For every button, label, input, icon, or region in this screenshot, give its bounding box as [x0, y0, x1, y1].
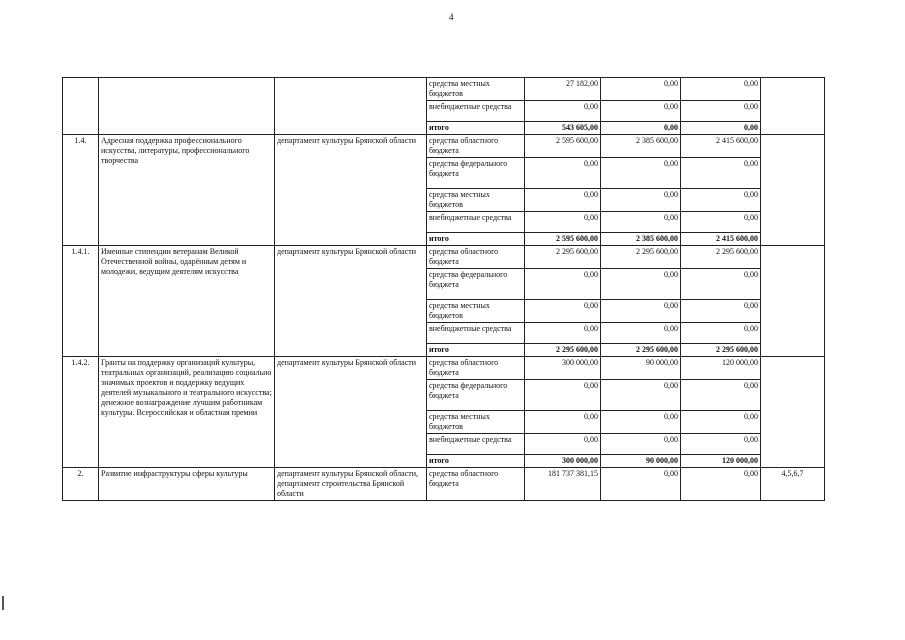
amount-year-2-cell: 0,00	[601, 468, 681, 501]
funding-source-cell: средства областного бюджета	[427, 135, 525, 158]
amount-year-1-cell: 0,00	[525, 323, 601, 344]
page-number: 4	[449, 12, 454, 22]
amount-year-2-cell: 0,00	[601, 78, 681, 101]
funding-source-cell: итого	[427, 344, 525, 357]
item-name-cell	[99, 78, 275, 135]
amount-year-3-cell: 2 295 600,00	[681, 246, 761, 269]
table-row	[63, 357, 825, 380]
amount-year-3-cell: 0,00	[681, 269, 761, 300]
amount-year-1-cell: 27 182,00	[525, 78, 601, 101]
funding-source-cell: средства федерального бюджета	[427, 380, 525, 411]
table-row	[63, 468, 825, 501]
amount-year-1-cell: 0,00	[525, 158, 601, 189]
executor-cell	[275, 78, 427, 135]
funding-source-cell: внебюджетные средства	[427, 434, 525, 455]
amount-year-1-cell: 0,00	[525, 434, 601, 455]
budget-table	[62, 77, 825, 501]
amount-year-3-cell: 0,00	[681, 122, 761, 135]
item-name-cell: Развитие инфраструктуры сферы культуры	[99, 468, 275, 501]
amount-year-3-cell: 120 000,00	[681, 455, 761, 468]
funding-source-cell: внебюджетные средства	[427, 101, 525, 122]
funding-source-cell: средства местных бюджетов	[427, 300, 525, 323]
amount-year-3-cell: 0,00	[681, 300, 761, 323]
funding-source-cell: внебюджетные средства	[427, 323, 525, 344]
amount-year-2-cell: 90 000,00	[601, 455, 681, 468]
amount-year-1-cell: 0,00	[525, 411, 601, 434]
item-number-cell: 1.4.	[63, 135, 99, 246]
executor-cell: департамент культуры Брянской области	[275, 357, 427, 468]
funding-source-cell: средства областного бюджета	[427, 246, 525, 269]
amount-year-2-cell: 2 385 600,00	[601, 135, 681, 158]
amount-year-2-cell: 0,00	[601, 122, 681, 135]
amount-year-1-cell: 0,00	[525, 380, 601, 411]
amount-year-3-cell: 0,00	[681, 380, 761, 411]
amount-year-3-cell: 120 000,00	[681, 357, 761, 380]
funding-source-cell: средства областного бюджета	[427, 468, 525, 501]
amount-year-1-cell: 0,00	[525, 212, 601, 233]
funding-source-cell: внебюджетные средства	[427, 212, 525, 233]
amount-year-3-cell: 2 295 600,00	[681, 344, 761, 357]
amount-year-1-cell: 0,00	[525, 300, 601, 323]
amount-year-2-cell: 0,00	[601, 212, 681, 233]
amount-year-2-cell: 0,00	[601, 101, 681, 122]
amount-year-2-cell: 0,00	[601, 300, 681, 323]
indicators-cell	[761, 135, 825, 246]
amount-year-3-cell: 0,00	[681, 101, 761, 122]
amount-year-1-cell: 300 000,00	[525, 357, 601, 380]
amount-year-1-cell: 2 595 600,00	[525, 135, 601, 158]
amount-year-1-cell: 300 000,00	[525, 455, 601, 468]
amount-year-3-cell: 2 415 600,00	[681, 233, 761, 246]
amount-year-3-cell: 0,00	[681, 212, 761, 233]
item-name-cell: Гранты на поддержку организаций культуры, театральных организаций, реализацию социально значимых проектов и поддержку ведущих деятелей музыкального и театрального искусства; денежное вознаграждение лучшим работникам культуры. Всероссийская и областная премии	[99, 357, 275, 468]
amount-year-2-cell: 0,00	[601, 323, 681, 344]
table-row	[63, 246, 825, 269]
item-number-cell	[63, 78, 99, 135]
funding-source-cell: средства федерального бюджета	[427, 269, 525, 300]
amount-year-2-cell: 0,00	[601, 269, 681, 300]
amount-year-2-cell: 2 295 600,00	[601, 246, 681, 269]
amount-year-2-cell: 0,00	[601, 189, 681, 212]
item-number-cell: 2.	[63, 468, 99, 501]
amount-year-2-cell: 2 295 600,00	[601, 344, 681, 357]
amount-year-3-cell: 0,00	[681, 468, 761, 501]
indicators-cell	[761, 357, 825, 468]
amount-year-2-cell: 90 000,00	[601, 357, 681, 380]
executor-cell: департамент культуры Брянской области	[275, 246, 427, 357]
funding-source-cell: средства областного бюджета	[427, 357, 525, 380]
amount-year-3-cell: 0,00	[681, 158, 761, 189]
funding-source-cell: средства федерального бюджета	[427, 158, 525, 189]
amount-year-1-cell: 181 737 381,15	[525, 468, 601, 501]
amount-year-1-cell: 543 605,00	[525, 122, 601, 135]
funding-source-cell: средства местных бюджетов	[427, 411, 525, 434]
executor-cell: департамент культуры Брянской области, департамент строительства Брянской области	[275, 468, 427, 501]
amount-year-1-cell: 2 295 600,00	[525, 344, 601, 357]
amount-year-1-cell: 2 595 600,00	[525, 233, 601, 246]
amount-year-3-cell: 2 415 600,00	[681, 135, 761, 158]
funding-source-cell: итого	[427, 122, 525, 135]
amount-year-3-cell: 0,00	[681, 434, 761, 455]
amount-year-3-cell: 0,00	[681, 411, 761, 434]
executor-cell: департамент культуры Брянской области	[275, 135, 427, 246]
item-name-cell: Именные стипендии ветеранам Великой Отечественной войны, одарённым детям и молодежи, ведущим деятелям искусства	[99, 246, 275, 357]
amount-year-2-cell: 0,00	[601, 411, 681, 434]
amount-year-2-cell: 0,00	[601, 380, 681, 411]
table-row	[63, 78, 825, 101]
amount-year-2-cell: 0,00	[601, 434, 681, 455]
indicators-cell	[761, 78, 825, 135]
funding-source-cell: итого	[427, 455, 525, 468]
item-number-cell: 1.4.2.	[63, 357, 99, 468]
indicators-cell	[761, 246, 825, 357]
amount-year-3-cell: 0,00	[681, 323, 761, 344]
amount-year-3-cell: 0,00	[681, 189, 761, 212]
amount-year-1-cell: 2 295 600,00	[525, 246, 601, 269]
amount-year-2-cell: 2 385 600,00	[601, 233, 681, 246]
amount-year-1-cell: 0,00	[525, 269, 601, 300]
amount-year-1-cell: 0,00	[525, 189, 601, 212]
funding-source-cell: средства местных бюджетов	[427, 78, 525, 101]
item-name-cell: Адресная поддержка профессионального искусства, литературы, профессионального творчества	[99, 135, 275, 246]
funding-source-cell: средства местных бюджетов	[427, 189, 525, 212]
item-number-cell: 1.4.1.	[63, 246, 99, 357]
table-row	[63, 135, 825, 158]
edge-mark	[2, 596, 4, 610]
amount-year-1-cell: 0,00	[525, 101, 601, 122]
amount-year-2-cell: 0,00	[601, 158, 681, 189]
indicators-cell: 4,5,6,7	[761, 468, 825, 501]
amount-year-3-cell: 0,00	[681, 78, 761, 101]
funding-source-cell: итого	[427, 233, 525, 246]
